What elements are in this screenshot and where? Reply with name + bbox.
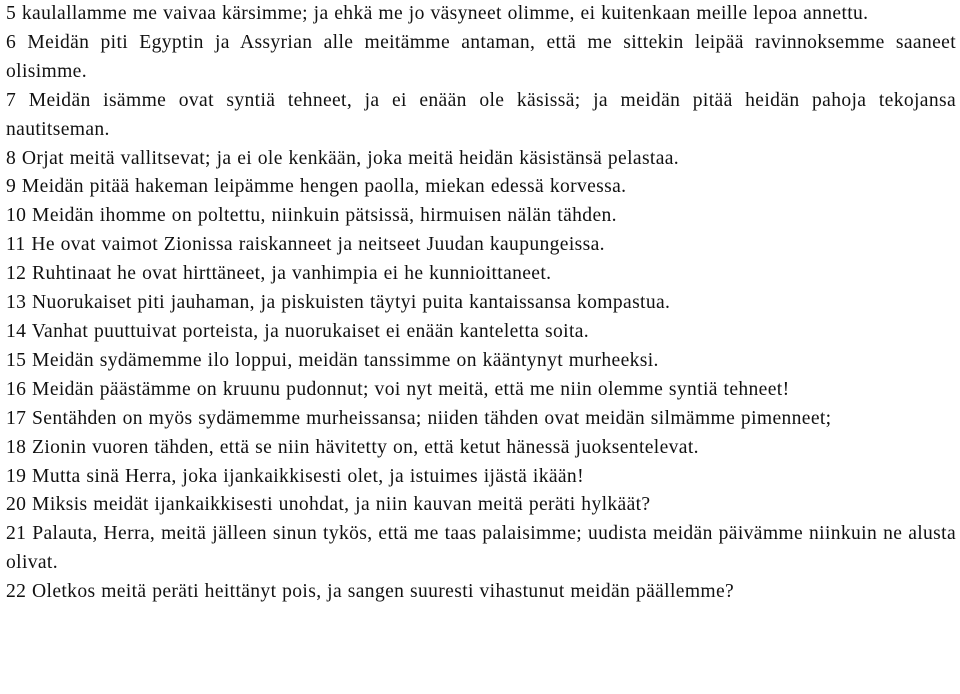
verse-number: 8 (6, 147, 17, 169)
verse-number: 15 (6, 349, 27, 371)
verse-number: 16 (6, 378, 27, 400)
verse-21 (6, 520, 956, 578)
verse-text: Ruhtinaat he ovat hirttäneet, ja vanhimpia ei he kunnioittaneet. (32, 263, 552, 285)
verse-11 (6, 231, 956, 260)
verse-text: Oletkos meitä peräti heittänyt pois, ja sangen suuresti vihastunut meidän päällemme? (32, 581, 735, 603)
verse-number: 21 (6, 523, 27, 545)
verse-text: Meidän piti Egyptin ja Assyrian alle meitämme antaman, että me sittekin leipää ravinnoksemme saaneet olisimme. (6, 31, 957, 82)
verse-text: Palauta, Herra, meitä jälleen sinun tykös, että me taas palaisimme; uudista meidän päivämme niinkuin ne alusta olivat. (6, 523, 956, 574)
verse-text: Nuorukaiset piti jauhaman, ja piskuisten täytyi puita kantaissansa kompastua. (32, 292, 671, 314)
verse-number: 17 (6, 407, 27, 429)
verse-text: Sentähden on myös sydämemme murheissansa; niiden tähden ovat meidän silmämme pimenneet; (32, 407, 832, 429)
verse-22 (6, 578, 956, 607)
verse-17 (6, 405, 956, 434)
verse-text: Vanhat puuttuivat porteista, ja nuorukaiset ei enään kanteletta soita. (31, 320, 590, 342)
verse-text: Orjat meitä vallitsevat; ja ei ole kenkään, joka meitä heidän käsistänsä pelastaa. (21, 147, 680, 169)
verse-text: He ovat vaimot Zionissa raiskanneet ja neitseet Juudan kaupungeissa. (31, 234, 605, 256)
verse-14 (6, 318, 956, 347)
verse-18 (6, 434, 956, 463)
verse-number: 6 (6, 31, 17, 53)
verse-12 (6, 260, 956, 289)
verse-number: 12 (6, 263, 27, 285)
verse-number: 9 (6, 176, 17, 198)
verse-text: Meidän pitää hakeman leipämme hengen paolla, miekan edessä korvessa. (21, 176, 627, 198)
verse-number: 7 (6, 89, 17, 111)
verse-text: Meidän päästämme on kruunu pudonnut; voi nyt meitä, että me niin olemme syntiä tehneet! (32, 378, 790, 400)
verse-number: 19 (6, 465, 27, 487)
verse-text: Miksis meidät ijankaikkisesti unohdat, ja niin kauvan meitä peräti hylkäät? (32, 494, 651, 516)
verse-6 (6, 29, 956, 87)
verse-number: 13 (6, 292, 27, 314)
verse-number: 20 (6, 494, 27, 516)
verse-text: kaulallamme me vaivaa kärsimme; ja ehkä me jo väsyneet olimme, ei kuitenkaan meille lepoa annettu. (21, 3, 869, 24)
verse-5 (6, 0, 956, 29)
verse-number: 18 (6, 436, 27, 458)
verse-number: 22 (6, 581, 27, 603)
verse-text: Mutta sinä Herra, joka ijankaikkisesti olet, ja istuimes ijästä ikään! (32, 465, 584, 487)
verse-number: 11 (6, 234, 26, 256)
verse-number: 10 (6, 205, 27, 227)
verse-8 (6, 145, 956, 174)
verse-10 (6, 202, 956, 231)
verse-number: 5 (6, 3, 17, 24)
verse-19 (6, 463, 956, 492)
verse-9 (6, 173, 956, 202)
verse-20 (6, 491, 956, 520)
verse-7 (6, 87, 956, 145)
verse-text: Meidän ihomme on poltettu, niinkuin pätsissä, hirmuisen nälän tähden. (32, 205, 617, 227)
verse-text: Zionin vuoren tähden, että se niin hävitetty on, että ketut hänessä juoksentelevat. (32, 436, 699, 458)
verse-text: Meidän sydämemme ilo loppui, meidän tanssimme on kääntynyt murheeksi. (32, 349, 659, 371)
verse-text: Meidän isämme ovat syntiä tehneet, ja ei enään ole käsissä; ja meidän pitää heidän pahoja tekojansa nautitseman. (6, 89, 956, 140)
verse-number: 14 (6, 320, 27, 342)
verse-16 (6, 376, 956, 405)
verse-13 (6, 289, 956, 318)
verse-15 (6, 347, 956, 376)
